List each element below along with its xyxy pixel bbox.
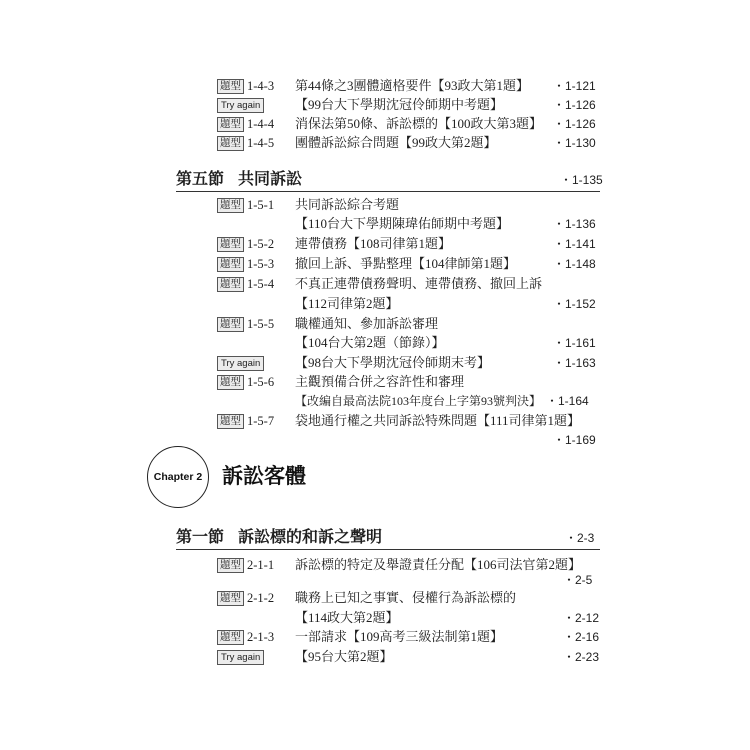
question-type-badge: 題型 (217, 277, 244, 292)
page-number: ・1-141 (553, 237, 596, 251)
question-type-badge: 題型 (217, 136, 244, 151)
entry-title: 團體訴訟綜合問題【99政大第2題】 (295, 135, 497, 150)
page-number: ・2-23 (563, 650, 600, 664)
toc-entry (0, 315, 750, 333)
toc-entry-continuation (0, 609, 750, 627)
toc-entry (0, 373, 750, 391)
page-number: ・1-130 (553, 136, 596, 150)
page-number: ・1-164 (546, 394, 589, 408)
page-number: ・1-148 (553, 257, 596, 271)
question-type-badge: 題型 (217, 79, 244, 94)
entry-title-line: 職務上已知之事實、侵權行為訴訟標的 (295, 590, 517, 605)
toc-entry (0, 589, 750, 607)
question-type-badge: 題型 (217, 375, 244, 390)
question-type-badge: 題型 (217, 198, 244, 213)
toc-entry (0, 235, 750, 253)
toc-entry (0, 275, 750, 293)
entry-title: 一部請求【109高考三級法制第1題】 (295, 629, 504, 644)
entry-title-line: 不真正連帶債務聲明、連帶債務、撤回上訴 (295, 276, 543, 291)
page-number: ・1-126 (553, 98, 596, 112)
toc-entry (0, 196, 750, 214)
question-code: 1-5-6 (247, 375, 275, 389)
toc-entry (0, 77, 750, 95)
question-type-badge: 題型 (217, 558, 244, 573)
section-divider (176, 191, 600, 192)
entry-title-line: 【110台大下學期陳瑋佑師期中考題】 (295, 216, 510, 231)
question-type-badge: 題型 (217, 630, 244, 645)
toc-entry (0, 648, 750, 666)
section-heading (176, 170, 603, 190)
toc-entry-continuation (0, 431, 750, 449)
question-code: 1-5-2 (247, 237, 275, 251)
page-number: ・1-121 (553, 79, 596, 93)
entry-title-line: 主觀預備合併之容許性和審理 (295, 374, 465, 389)
question-code: 1-4-3 (247, 79, 275, 93)
section-number: 第五節 (176, 171, 225, 188)
entry-title: 第44條之3團體適格要件【93政大第1題】 (295, 78, 530, 93)
entry-title-line: 【改編自最高法院103年度台上字第93號判決】 (295, 394, 542, 408)
page-number: ・2-16 (563, 630, 600, 644)
question-type-badge: 題型 (217, 117, 244, 132)
toc-entry-continuation (0, 392, 750, 410)
page-number: ・1-169 (553, 433, 596, 447)
question-code: 1-5-7 (247, 414, 275, 428)
entry-title-line: 職權通知、參加訴訟審理 (295, 316, 439, 331)
entry-title: 消保法第50條、訴訟標的【100政大第3題】 (295, 116, 543, 131)
section-page-number: ・2-3 (565, 531, 595, 545)
toc-entry-continuation (0, 571, 750, 589)
toc-entry (0, 134, 750, 152)
question-code: 1-5-5 (247, 317, 275, 331)
question-type-badge: 題型 (217, 591, 244, 606)
question-code: 2-1-3 (247, 630, 275, 644)
page-number: ・1-161 (553, 336, 596, 350)
question-code: 1-4-4 (247, 117, 275, 131)
entry-title-line: 【114政大第2題】 (295, 610, 399, 625)
toc-entry (0, 628, 750, 646)
question-code: 1-4-5 (247, 136, 275, 150)
question-code: 2-1-1 (247, 558, 275, 572)
section-page-number: ・1-135 (560, 173, 603, 187)
toc-entry-continuation (0, 295, 750, 313)
section-title: 訴訟標的和訴之聲明 (238, 529, 383, 546)
entry-title: 袋地通行權之共同訴訟特殊問題【111司律第1題】 (295, 413, 581, 428)
toc-entry-continuation (0, 334, 750, 352)
page-number: ・2-5 (563, 573, 593, 587)
entry-title: 【95台大第2題】 (295, 649, 393, 664)
question-type-badge: 題型 (217, 257, 244, 272)
entry-title-line: 共同訴訟綜合考題 (295, 197, 400, 212)
question-code: 1-5-1 (247, 198, 275, 212)
try-again-badge: Try again (217, 650, 264, 665)
toc-entry (0, 354, 750, 372)
entry-title-line: 【104台大第2題（節錄）】 (295, 335, 445, 350)
toc-entry-continuation (0, 215, 750, 233)
entry-title: 連帶債務【108司律第1題】 (295, 236, 452, 251)
question-code: 1-5-4 (247, 277, 275, 291)
try-again-badge: Try again (217, 356, 264, 371)
question-type-badge: 題型 (217, 317, 244, 332)
question-code: 2-1-2 (247, 591, 275, 605)
question-type-badge: 題型 (217, 414, 244, 429)
question-type-badge: 題型 (217, 237, 244, 252)
toc-entry (0, 255, 750, 273)
section-number: 第一節 (176, 529, 225, 546)
entry-title: 訴訟標的特定及舉證責任分配【106司法官第2題】 (295, 557, 582, 572)
page-number: ・1-163 (553, 356, 596, 370)
section-divider (176, 549, 600, 550)
toc-entry (0, 96, 750, 114)
page-number: ・1-136 (553, 217, 596, 231)
toc-entry (0, 412, 750, 430)
chapter-label: Chapter 2 (153, 471, 203, 483)
entry-title: 【99台大下學期沈冠伶師期中考題】 (295, 97, 504, 112)
try-again-badge: Try again (217, 98, 264, 113)
toc-entry (0, 115, 750, 133)
question-code: 1-5-3 (247, 257, 275, 271)
entry-title: 撤回上訴、爭點整理【104律師第1題】 (295, 256, 517, 271)
section-heading (176, 528, 600, 548)
chapter-badge (147, 446, 209, 508)
page-number: ・1-152 (553, 297, 596, 311)
section-title: 共同訴訟 (238, 171, 303, 188)
page-number: ・2-12 (563, 611, 600, 625)
chapter-title: 訴訟客體 (222, 465, 306, 488)
entry-title-line: 【112司律第2題】 (295, 296, 399, 311)
page-number: ・1-126 (553, 117, 596, 131)
entry-title: 【98台大下學期沈冠伶師期末考】 (295, 355, 491, 370)
